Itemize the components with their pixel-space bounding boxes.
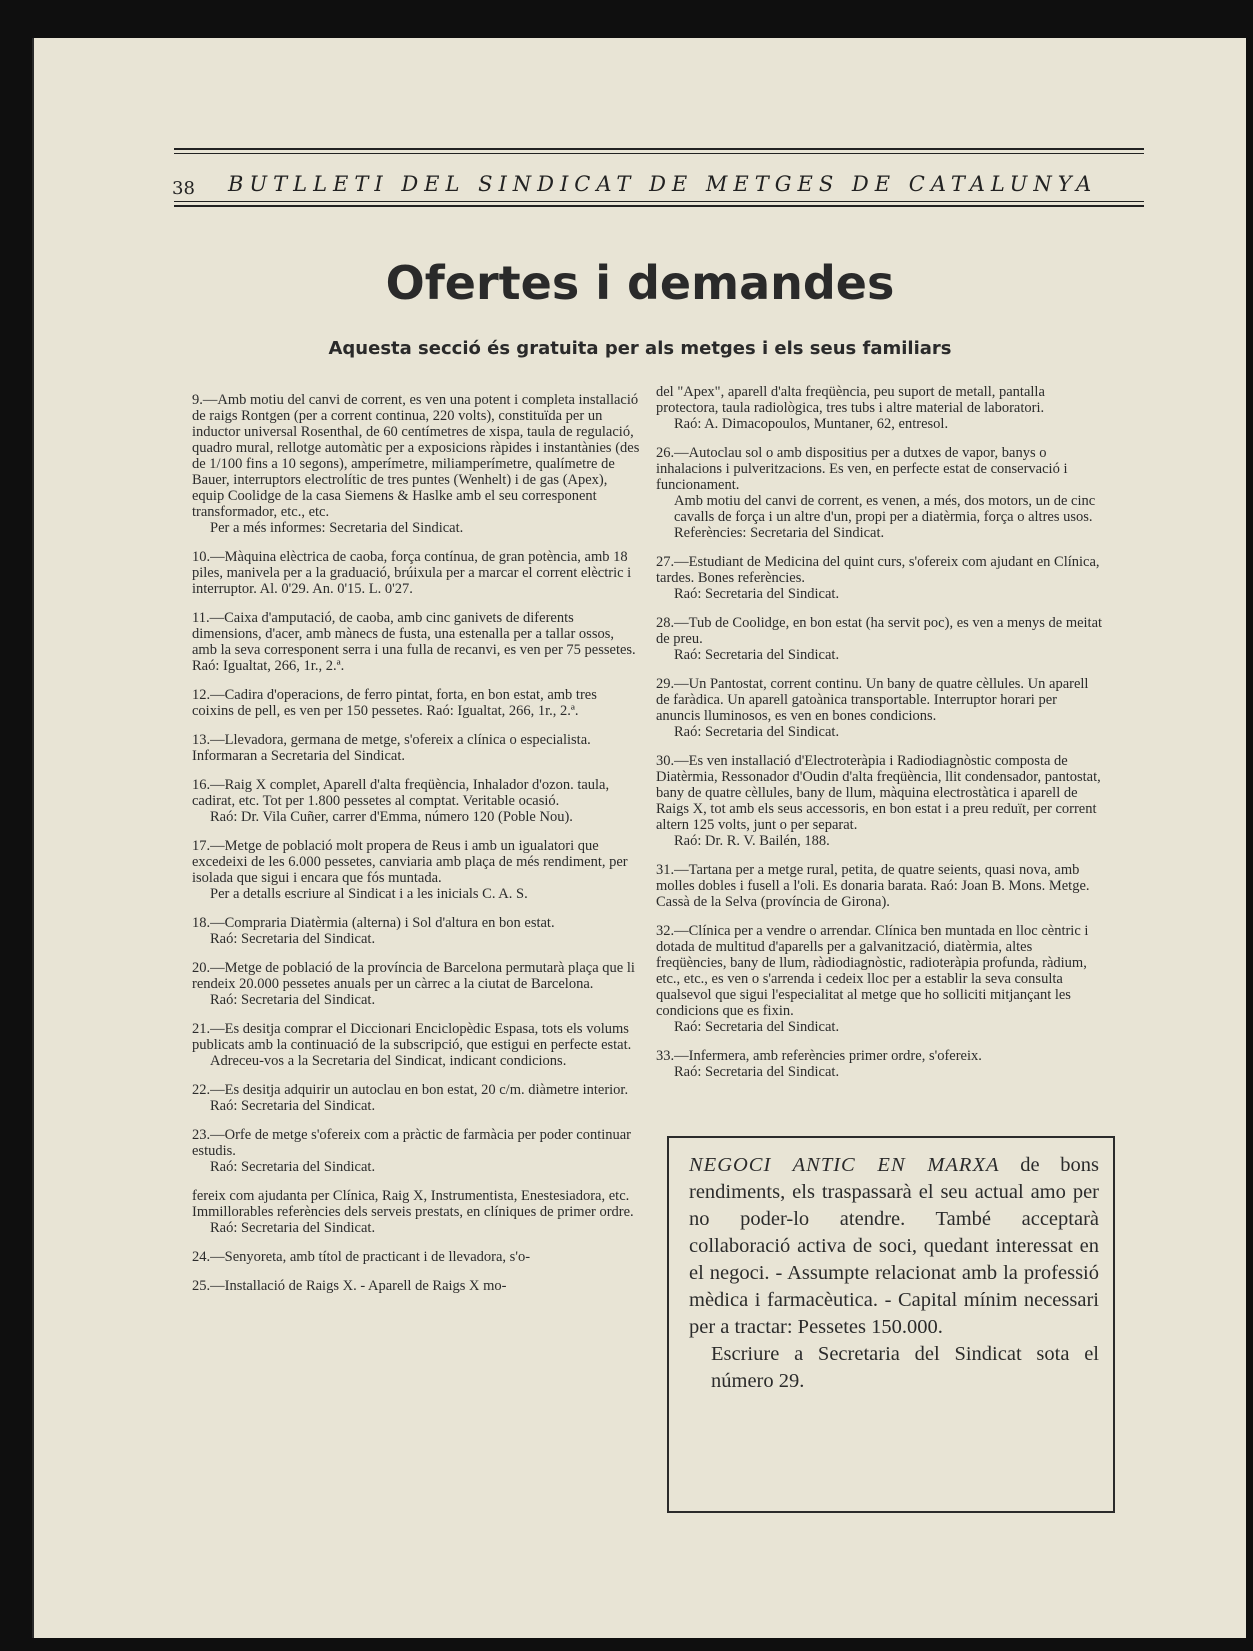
listing-text: 21.—Es desitja comprar el Diccionari Enciclopèdic Espasa, tots els volums publicats amb la continuació de la subscripció, que estigui en perfecte estat.: [192, 1021, 632, 1053]
listing-text: 12.—Cadira d'operacions, de ferro pintat, forta, en bon estat, amb tres coixins de pell, es ven per 150 pessetes. Raó: Igualtat, 266, 1r., 2.ª.: [192, 687, 597, 719]
listing-entry: [192, 1278, 642, 1294]
listing-contact: Raó: Secretaria del Sindicat.: [210, 1098, 376, 1114]
listing-entry: [192, 960, 642, 1008]
page-title: Ofertes i demandes: [385, 256, 895, 310]
listing-entry: [192, 777, 642, 825]
listing-entry: [192, 687, 642, 719]
listing-entry: [192, 915, 642, 947]
listing-contact: Raó: Secretaria del Sindicat.: [210, 1159, 376, 1175]
listing-contact: Raó: Secretaria del Sindicat.: [210, 931, 376, 947]
right-column: [656, 384, 1104, 1093]
listing-entry: [656, 753, 1104, 849]
listing-entry: [656, 445, 1104, 541]
listing-contact: Referències: Secretaria del Sindicat.: [674, 525, 885, 541]
listing-text: 17.—Metge de població molt propera de Reus i amb un igualatori que excedeixi de les 6.000 pessetes, canviaria amb plaça de més rendiment, per isolada que sigui i encara que fós muntada.: [192, 838, 628, 886]
listing-text: 10.—Màquina elèctrica de caoba, força contínua, de gran potència, amb 18 piles, manivela per a la graduació, brúixula per a marcar el corrent elèctric i interruptor. Al. 0'29. An. 0'15. L. 0'27.: [192, 549, 632, 597]
listing-contact: Adreceu-vos a la Secretaria del Sindicat, indicant condicions.: [210, 1053, 567, 1069]
listing-contact: Raó: Secretaria del Sindicat.: [674, 647, 840, 663]
listing-text: 13.—Llevadora, germana de metge, s'ofereix a clínica o especialista. Informaran a Secretaria del Sindicat.: [192, 732, 591, 764]
listing-text: 22.—Es desitja adquirir un autoclau en bon estat, 20 c/m. diàmetre interior.: [192, 1082, 629, 1098]
listing-entry: [192, 1249, 642, 1265]
listing-entry: [656, 923, 1104, 1035]
listing-entry: [192, 732, 642, 764]
listing-entry: [192, 838, 642, 902]
listing-contact: Per a detalls escriure al Sindicat i a les inicials C. A. S.: [210, 886, 528, 902]
listing-contact: Raó: Secretaria del Sindicat.: [674, 1019, 840, 1035]
listing-text: 26.—Autoclau sol o amb dispositius per a dutxes de vapor, banys o inhalacions i pulveritzacions. Es ven, en perfecte estat de conservació i funcionament.: [656, 445, 1068, 493]
listing-entry: [656, 862, 1104, 910]
listing-entry: [192, 549, 642, 597]
page-number: 38: [172, 178, 195, 199]
running-header: [174, 148, 1144, 228]
listing-text: 23.—Orfe de metge s'ofereix com a pràctic de farmàcia per poder continuar estudis.: [192, 1127, 632, 1159]
listing-text: 32.—Clínica per a vendre o arrendar. Clínica ben muntada en lloc cèntric i dotada de multitud d'aparells per a galvanització, diatèrmia, altes freqüències, bany de llum, ràdiodiagnòstic, radioteràpia profunda, ràdium, etc., etc., es ven o s'arrenda i cedeix lloc per a establir la seva consulta qualsevol que sigui l'especialitat al metge que ho solliciti mitjançant les condicions que es fixin.: [656, 923, 1089, 1019]
listing-text: 18.—Compraria Diatèrmia (alterna) i Sol d'altura en bon estat.: [192, 915, 555, 931]
advertisement-text: [689, 1152, 1099, 1395]
listing-entry: [656, 1048, 1104, 1080]
listing-contact: Amb motiu del canvi de corrent, es venen, a més, dos motors, un de cinc cavalls de força i un altre d'un, propi per a diatèrmia, força o altres usos.: [674, 493, 1096, 525]
listing-entry: [192, 1127, 642, 1175]
listing-contact: Per a més informes: Secretaria del Sindicat.: [210, 520, 464, 536]
listing-entry: [192, 392, 642, 536]
listing-contact: Raó: Secretaria del Sindicat.: [674, 586, 840, 602]
advertisement-body: de bons rendiments, els traspassarà el seu actual amo per no poder-lo atendre. També acceptarà collaboració activa de soci, quedant interessat en el negoci. - Assumpte relacionat amb la professió mèdica i farmacèutica. - Capital mínim necessari per a tractar: Pessetes 150.000.: [689, 1154, 1099, 1338]
listing-text: fereix com ajudanta per Clínica, Raig X, Instrumentista, Enestesiadora, etc. Immillorables referències dels serveis prestats, en clíniques de primer ordre.: [192, 1188, 634, 1220]
listing-text: 29.—Un Pantostat, corrent continu. Un bany de quatre cèllules. Un aparell de faràdica. Un aparell gatoànica transportable. Interruptor horari per anuncis lluminosos, es ven en bones condicions.: [656, 676, 1089, 724]
page: [32, 38, 1246, 1638]
listing-entry: [192, 1021, 642, 1069]
listing-entry: [656, 384, 1104, 432]
listing-entry: [192, 1188, 642, 1236]
listing-contact: Raó: Dr. Vila Cuñer, carrer d'Emma, número 120 (Poble Nou).: [210, 809, 573, 825]
listing-text: 16.—Raig X complet, Aparell d'alta freqüència, Inhalador d'ozon. taula, cadirat, etc. Tot per 1.800 pessetes al comptat. Veritable ocasió.: [192, 777, 610, 809]
running-title: BUTLLETI DEL SINDICAT DE METGES DE CATALUNYA: [228, 172, 1098, 196]
listing-text: 28.—Tub de Coolidge, en bon estat (ha servit poc), es ven a menys de meitat de preu.: [656, 615, 1103, 647]
listing-entry: [192, 1082, 642, 1114]
listing-text: 9.—Amb motiu del canvi de corrent, es ven una potent i completa installació de raigs Rontgen (per a corrent continua, 220 volts), constituïda per un inductor universal Rosenthal, de 60 centímetres de xispa, taula de regulació, quadro mural, rellotge automàtic per a exposicions ràpides i instantànies (des de 1/100 fins a 10 segons), amperímetre, miliamperímetre, qualímetre de Bauer, interruptors electrolític de tres puntes (Wenhelt) i de gas (Apex), equip Coolidge de la casa Siemens & Haslke amb el seu corresponent transformador, etc., etc.: [192, 392, 640, 520]
left-column: [192, 392, 642, 1307]
listing-contact: Raó: Secretaria del Sindicat.: [210, 992, 376, 1008]
listing-entry: [192, 610, 642, 674]
listing-text: 27.—Estudiant de Medicina del quint curs, s'ofereix com ajudant en Clínica, tardes. Bones referències.: [656, 554, 1100, 586]
page-subtitle: Aquesta secció és gratuita per als metges i els seus familiars: [328, 338, 952, 359]
listing-text: 24.—Senyoreta, amb títol de practicant i de llevadora, s'o-: [192, 1249, 531, 1265]
listing-text: del "Apex", aparell d'alta freqüència, peu suport de metall, pantalla protectora, taula radiològica, tres tubs i altre material de laboratori.: [656, 384, 1045, 416]
listing-contact: Raó: Secretaria del Sindicat.: [674, 724, 840, 740]
advertisement-contact: Escriure a Secretaria del Sindicat sota el número 29.: [711, 1343, 1099, 1392]
listing-text: 11.—Caixa d'amputació, de caoba, amb cinc ganivets de diferents dimensions, d'acer, amb mànecs de fusta, una estenalla per a tallar ossos, amb la seva corresponent serra i una fulla de recanvi, es ven per 75 pessetes. Raó: Igualtat, 266, 1r., 2.ª.: [192, 610, 636, 674]
listing-text: 33.—Infermera, amb referències primer ordre, s'ofereix.: [656, 1048, 982, 1064]
listing-contact: Raó: Secretaria del Sindicat.: [210, 1220, 376, 1236]
listing-text: 30.—Es ven installació d'Electroteràpia i Radiodiagnòstic composta de Diatèrmia, Ressonador d'Oudin d'alta freqüència, llit condensador, pantostat, bany de quatre cèllules, bany de llum, màquina electrostàtica i aparell de Raigs X, tot amb els seus accessoris, en bon estat i a preu reduït, per corrent altern 125 volts, junt o per separat.: [656, 753, 1101, 833]
listing-contact: Raó: A. Dimacopoulos, Muntaner, 62, entresol.: [674, 416, 949, 432]
advertisement-lead: NEGOCI ANTIC EN MARXA: [689, 1154, 1000, 1176]
listing-entry: [656, 554, 1104, 602]
listing-text: 31.—Tartana per a metge rural, petita, de quatre seients, quasi nova, amb molles dobles i fusell a l'oli. Es donaria barata. Raó: Joan B. Mons. Metge. Cassà de la Selva (província de Girona).: [656, 862, 1090, 910]
advertisement-box: [667, 1136, 1115, 1513]
listing-text: 25.—Installació de Raigs X. - Aparell de Raigs X mo-: [192, 1278, 507, 1294]
listing-contact: Raó: Secretaria del Sindicat.: [674, 1064, 840, 1080]
listing-text: 20.—Metge de població de la província de Barcelona permutarà plaça que li rendeix 20.000 pessetes anuals per un càrrec a la ciutat de Barcelona.: [192, 960, 635, 992]
listing-entry: [656, 676, 1104, 740]
listing-contact: Raó: Dr. R. V. Bailén, 188.: [674, 833, 830, 849]
listing-entry: [656, 615, 1104, 663]
